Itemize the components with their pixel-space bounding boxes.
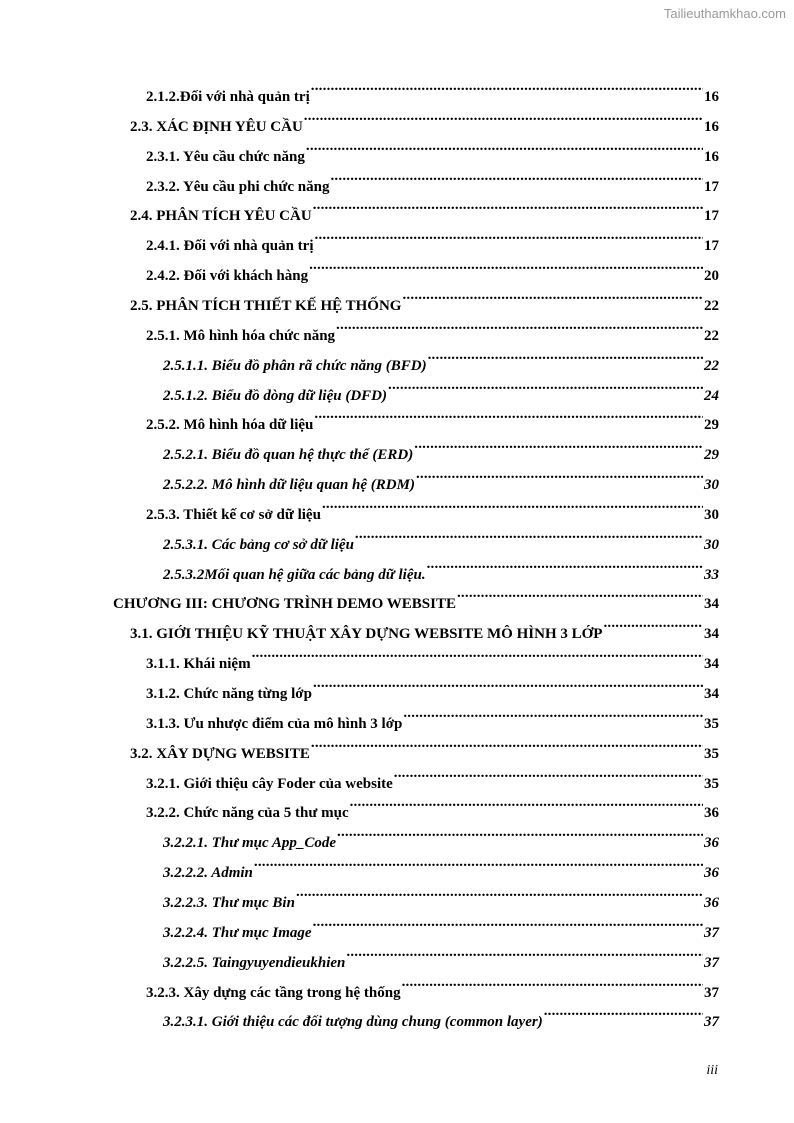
toc-dot-leader bbox=[322, 489, 703, 519]
toc-entry[interactable] bbox=[163, 907, 719, 941]
toc-entry[interactable] bbox=[163, 847, 719, 882]
toc-entry-page: 30 bbox=[704, 477, 719, 494]
toc-entry-title: CHƯƠNG III: CHƯƠNG TRÌNH DEMO WEBSITE bbox=[113, 596, 456, 613]
toc-entry-page: 37 bbox=[704, 924, 719, 941]
toc-entry[interactable] bbox=[113, 578, 719, 613]
toc-entry[interactable] bbox=[163, 429, 719, 464]
toc-entry-title: 2.5.3. Thiết kế cơ sở dữ liệu bbox=[146, 506, 321, 523]
toc-entry[interactable] bbox=[146, 131, 719, 165]
toc-entry-page: 36 bbox=[704, 894, 719, 911]
toc-entry[interactable] bbox=[146, 161, 719, 195]
toc-entry[interactable] bbox=[146, 758, 719, 792]
toc-entry-title: 3.2. XÂY DỰNG WEBSITE bbox=[130, 745, 310, 762]
toc-dot-leader bbox=[314, 399, 703, 429]
toc-entry[interactable] bbox=[163, 459, 719, 494]
toc-entry-page: 29 bbox=[704, 447, 719, 464]
toc-entry-title: 3.2.2. Chức năng của 5 thư mục bbox=[146, 805, 349, 822]
toc-dot-leader bbox=[337, 817, 703, 847]
toc-entry-title: 3.1.2. Chức năng từng lớp bbox=[146, 686, 312, 702]
toc-entry-page: 36 bbox=[704, 835, 719, 852]
toc-entry-title: 3.2.2.4. Thư mục Image bbox=[163, 924, 312, 941]
toc-dot-leader bbox=[336, 310, 703, 340]
toc-dot-leader bbox=[355, 519, 703, 549]
toc-entry-page: 37 bbox=[704, 1014, 719, 1031]
toc-entry-title: 3.2.2.3. Thư mục Bin bbox=[163, 894, 295, 911]
toc-entry-page: 35 bbox=[704, 745, 719, 762]
toc-dot-leader bbox=[313, 907, 703, 937]
toc-entry-page: 16 bbox=[704, 148, 719, 165]
toc-entry-page: 24 bbox=[704, 387, 719, 404]
toc-entry[interactable] bbox=[163, 549, 719, 583]
toc-dot-leader bbox=[427, 549, 703, 579]
toc-entry-title: 2.4.2. Đối với khách hàng bbox=[146, 268, 309, 285]
toc-entry[interactable] bbox=[146, 310, 719, 344]
toc-entry-title: 3.2.1. Giới thiệu cây Foder của website bbox=[146, 775, 393, 792]
toc-entry[interactable] bbox=[146, 399, 719, 434]
toc-entry-page: 22 bbox=[704, 297, 719, 314]
toc-dot-leader bbox=[394, 758, 703, 788]
toc-entry-title: 3.1.3. Ưu nhược điểm của mô hình 3 lớp bbox=[146, 715, 403, 732]
toc-dot-leader bbox=[544, 996, 703, 1026]
toc-entry-title: 2.5.3.2Mối quan hệ giữa các bảng dữ liệu. bbox=[163, 566, 426, 583]
toc-dot-leader bbox=[296, 877, 703, 907]
toc-entry-title: 2.4. PHÂN TÍCH YÊU CẦU bbox=[130, 208, 312, 225]
toc-entry-title: 2.5.2.1. Biểu đồ quan hệ thực thể (ERD) bbox=[163, 447, 414, 464]
toc-dot-leader bbox=[330, 161, 703, 191]
toc-entry-page: 36 bbox=[704, 805, 719, 822]
toc-entry-title: 3.2.2.1. Thư mục App_Code bbox=[163, 835, 337, 852]
toc-entry-title: 2.3. XÁC ĐỊNH YÊU CẦU bbox=[130, 118, 303, 135]
toc-dot-leader bbox=[414, 429, 703, 459]
toc-entry-page: 33 bbox=[704, 566, 719, 583]
toc-entry-page: 35 bbox=[704, 775, 719, 792]
toc-entry-page: 34 bbox=[704, 596, 719, 613]
toc-dot-leader bbox=[311, 71, 703, 101]
toc-entry[interactable] bbox=[130, 608, 719, 643]
toc-dot-leader bbox=[603, 608, 703, 638]
watermark-text: Tailieuthamkhao.com bbox=[663, 6, 786, 21]
toc-entry-page: 34 bbox=[704, 626, 719, 643]
toc-entry[interactable] bbox=[130, 280, 719, 314]
toc-dot-leader bbox=[315, 220, 703, 250]
toc-entry-page: 16 bbox=[704, 118, 719, 135]
toc-dot-leader bbox=[252, 638, 703, 668]
toc-entry-title: 2.5. PHÂN TÍCH THIẾT KẾ HỆ THỐNG bbox=[130, 297, 402, 314]
toc-dot-leader bbox=[313, 190, 703, 220]
toc-dot-leader bbox=[306, 131, 703, 161]
toc-entry[interactable] bbox=[146, 967, 719, 1001]
toc-entry-title: 3.2.3.1. Giới thiệu các đối tượng dùng chung (common layer) bbox=[163, 1014, 543, 1031]
toc-entry-title: 2.1.2.Đối với nhà quản trị bbox=[146, 89, 310, 105]
toc-entry-page: 17 bbox=[704, 208, 719, 225]
toc-entry-title: 3.2.3. Xây dựng các tầng trong hệ thống bbox=[146, 984, 401, 1001]
toc-entry-page: 36 bbox=[704, 865, 719, 882]
toc-entry-page: 30 bbox=[704, 536, 719, 553]
toc-entry[interactable] bbox=[130, 101, 719, 135]
toc-entry-title: 3.1.1. Khái niệm bbox=[146, 656, 251, 673]
toc-entry[interactable] bbox=[146, 698, 719, 732]
toc-entry[interactable] bbox=[163, 340, 719, 374]
toc-entry-page: 34 bbox=[704, 686, 719, 702]
toc-entry-title: 2.5.1. Mô hình hóa chức năng bbox=[146, 327, 336, 344]
toc-dot-leader bbox=[428, 340, 703, 370]
toc-entry-title: 2.3.2. Yêu cầu phi chức năng bbox=[146, 178, 330, 195]
toc-entry[interactable] bbox=[146, 250, 719, 285]
toc-dot-leader bbox=[350, 787, 703, 817]
toc-dot-leader bbox=[457, 578, 703, 608]
toc-entry-page: 30 bbox=[704, 506, 719, 523]
toc-entry-page: 22 bbox=[704, 357, 719, 374]
toc-entry[interactable] bbox=[163, 937, 719, 971]
toc-entry-title: 3.1. GIỚI THIỆU KỸ THUẬT XÂY DỰNG WEBSITE MÔ HÌNH 3 LỚP bbox=[130, 626, 603, 643]
toc-entry[interactable] bbox=[146, 71, 719, 105]
toc-entry[interactable] bbox=[163, 996, 719, 1031]
toc-entry[interactable] bbox=[146, 220, 719, 255]
toc-dot-leader bbox=[346, 937, 703, 967]
toc-dot-leader bbox=[304, 101, 703, 131]
toc-entry-title: 2.5.1.2. Biểu đồ dòng dữ liệu (DFD) bbox=[163, 387, 387, 404]
toc-entry-page: 22 bbox=[704, 327, 719, 344]
toc-entry-page: 16 bbox=[704, 89, 719, 105]
toc-dot-leader bbox=[416, 459, 703, 489]
toc-entry-page: 20 bbox=[704, 268, 719, 285]
toc-dot-leader bbox=[254, 847, 703, 877]
toc-entry-page: 37 bbox=[704, 984, 719, 1001]
toc-entry-page: 37 bbox=[704, 954, 719, 971]
toc-dot-leader bbox=[402, 280, 703, 310]
toc-entry[interactable] bbox=[163, 370, 719, 404]
toc-entry[interactable] bbox=[146, 638, 719, 673]
toc-entry-title: 2.5.2. Mô hình hóa dữ liệu bbox=[146, 417, 314, 434]
toc-entry[interactable] bbox=[163, 877, 719, 911]
toc-entry-title: 2.5.2.2. Mô hình dữ liệu quan hệ (RDM) bbox=[163, 477, 415, 494]
toc-entry[interactable] bbox=[163, 519, 719, 553]
toc-entry-page: 34 bbox=[704, 656, 719, 673]
toc-entry[interactable] bbox=[146, 787, 719, 822]
toc-entry-page: 29 bbox=[704, 417, 719, 434]
toc-entry-title: 2.4.1. Đối với nhà quản trị bbox=[146, 238, 314, 255]
toc-entry[interactable] bbox=[163, 817, 719, 852]
toc-dot-leader bbox=[402, 967, 703, 997]
toc-entry[interactable] bbox=[146, 668, 719, 702]
toc-entry-title: 3.2.2.2. Admin bbox=[163, 865, 253, 882]
toc-dot-leader bbox=[311, 728, 703, 758]
toc-entry-title: 2.5.3.1. Các bảng cơ sở dữ liệu bbox=[163, 536, 354, 553]
toc-entry[interactable] bbox=[146, 489, 719, 523]
toc-entry-page: 35 bbox=[704, 715, 719, 732]
toc-entry-page: 17 bbox=[704, 178, 719, 195]
toc-dot-leader bbox=[313, 668, 703, 698]
toc-entry-title: 2.5.1.1. Biểu đồ phân rã chức năng (BFD) bbox=[163, 357, 427, 374]
toc-entry[interactable] bbox=[130, 728, 719, 762]
toc-entry-title: 3.2.2.5. Taingyuyendieukhien bbox=[163, 954, 346, 971]
toc-dot-leader bbox=[309, 250, 703, 280]
toc-entry-title: 2.3.1. Yêu cầu chức năng bbox=[146, 148, 305, 165]
toc-entry[interactable] bbox=[130, 190, 719, 225]
toc-dot-leader bbox=[403, 698, 703, 728]
page-number: iii bbox=[706, 1063, 718, 1078]
toc-entry-page: 17 bbox=[704, 238, 719, 255]
toc-dot-leader bbox=[388, 370, 703, 400]
